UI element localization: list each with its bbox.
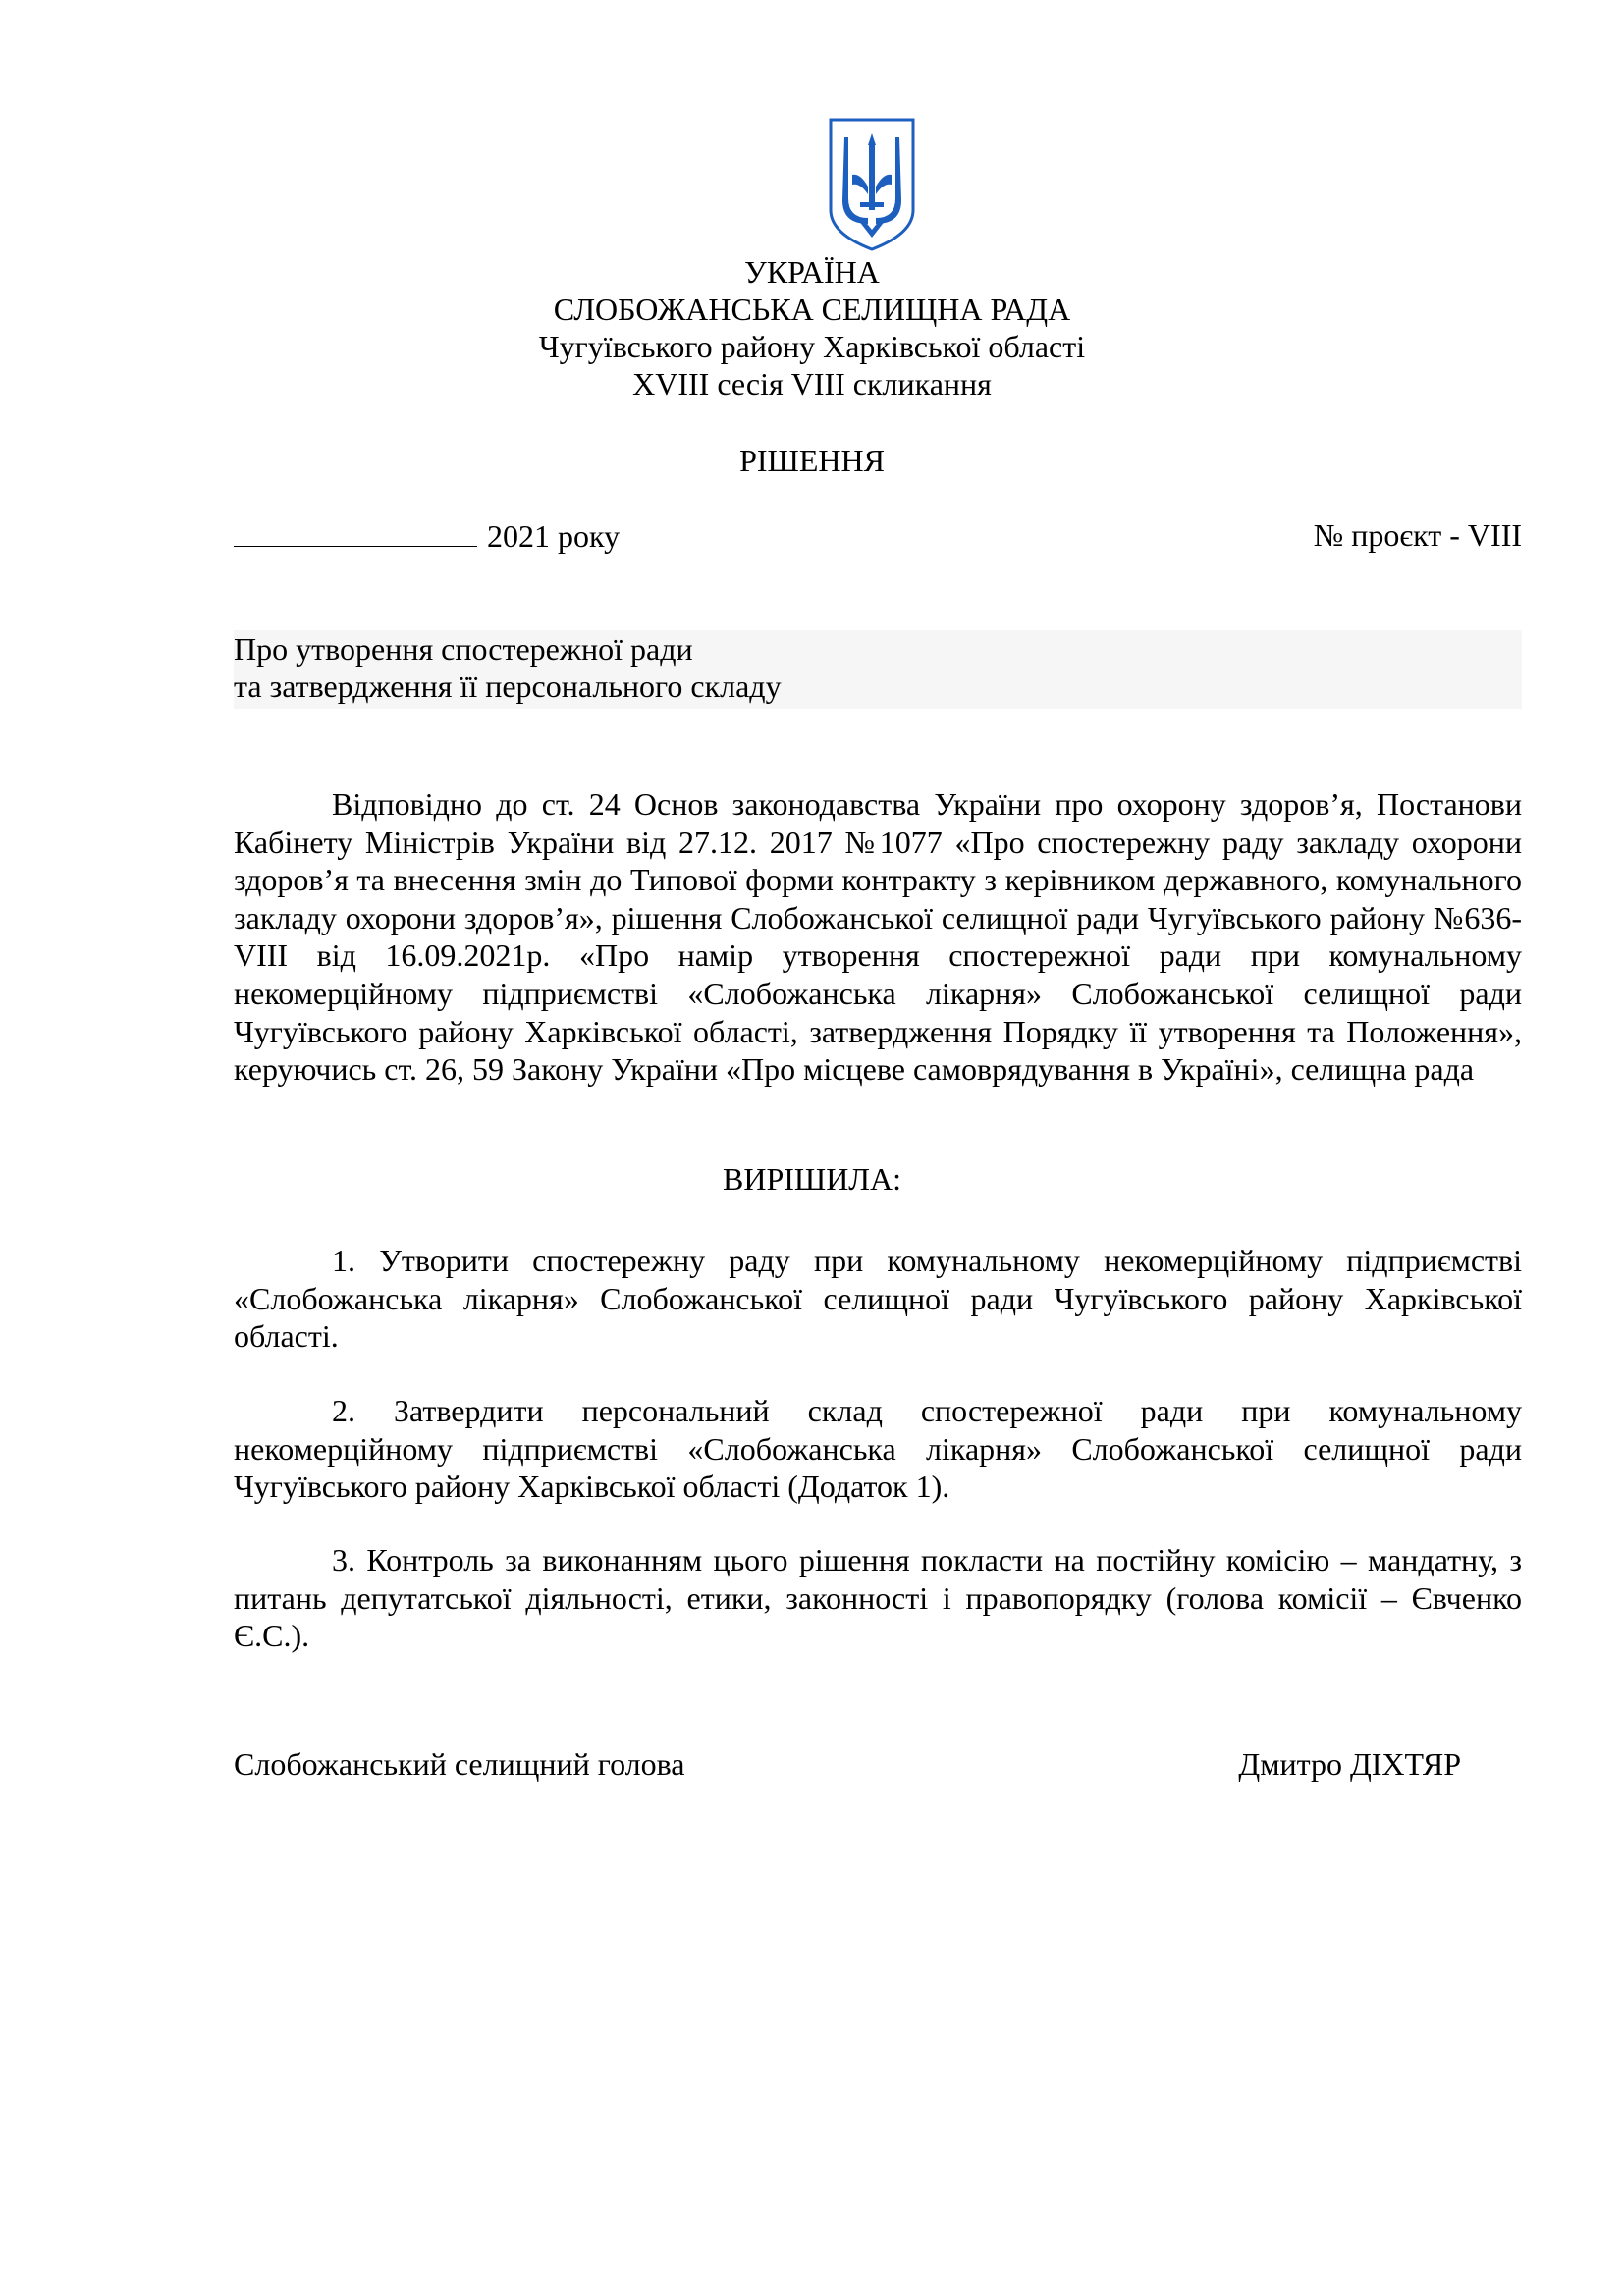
date-blank-line [234, 516, 477, 547]
coat-of-arms-icon [825, 116, 919, 253]
intro-paragraph: Відповідно до ст. 24 Основ законодавства України про охорону здоров’я, Постанови Кабінету Міністрів України від 27.12. 2017 №1077 «Про спостережну раду закладу охорони здоров’я та внесення змін до Типової форми контракту з керівником державного, комунального закладу охорони здоров’я», рішення Слобожанської селищної ради Чугуївського району №636-VIII від 16.09.2021р. «Про намір утворення спостережної ради при комунальному некомерційному підприємстві «Слобожанська лікарня» Слобожанської селищної ради Чугуївського району Харківської області, затвердження Порядку її утворення та Положення», керуючись ст. 26, 59 Закону України «Про місцеве самоврядування в Україні», селищна рада [234, 786, 1522, 1088]
document-header [0, 253, 1624, 402]
resolved-label: ВИРІШИЛА: [723, 1161, 901, 1197]
decision-date [234, 516, 620, 555]
decision-item-3: 3. Контроль за виконанням цього рішення покласти на постійну комісію – мандатну, з питань депутатської діяльності, етики, законності і правопорядку (голова комісії – Євченко Є.С.). [234, 1542, 1522, 1654]
subject-line-1: Про утворення спостережної ради [234, 631, 693, 667]
council-region: Чугуївського району Харківської області [538, 329, 1086, 364]
decision-subject [234, 630, 1522, 709]
signatory-position: Слобожанський селищний голова [234, 1746, 685, 1782]
date-suffix: 2021 року [487, 518, 621, 554]
decision-title: РІШЕННЯ [739, 443, 885, 478]
signatory-name: Дмитро ДІХТЯР [1238, 1746, 1461, 1782]
country-name: УКРАЇНА [744, 254, 880, 290]
decision-item-1: 1. Утворити спостережну раду при комунальному некомерційному підприємстві «Слобожанська лікарня» Слобожанської селищної ради Чугуївського району Харківської області. [234, 1243, 1522, 1355]
decision-item-2: 2. Затвердити персональний склад спостережної ради при комунальному некомерційному підприємстві «Слобожанська лікарня» Слобожанської селищної ради Чугуївського району Харківської області (Додаток 1). [234, 1393, 1522, 1505]
council-name: СЛОБОЖАНСЬКА СЕЛИЩНА РАДА [553, 292, 1071, 327]
council-session: XVIII сесія VIII скликання [632, 366, 992, 401]
decision-meta [234, 516, 1522, 556]
subject-line-2: та затвердження її персонального складу [234, 668, 782, 704]
decision-number: № проєкт - VIII [1313, 517, 1522, 553]
